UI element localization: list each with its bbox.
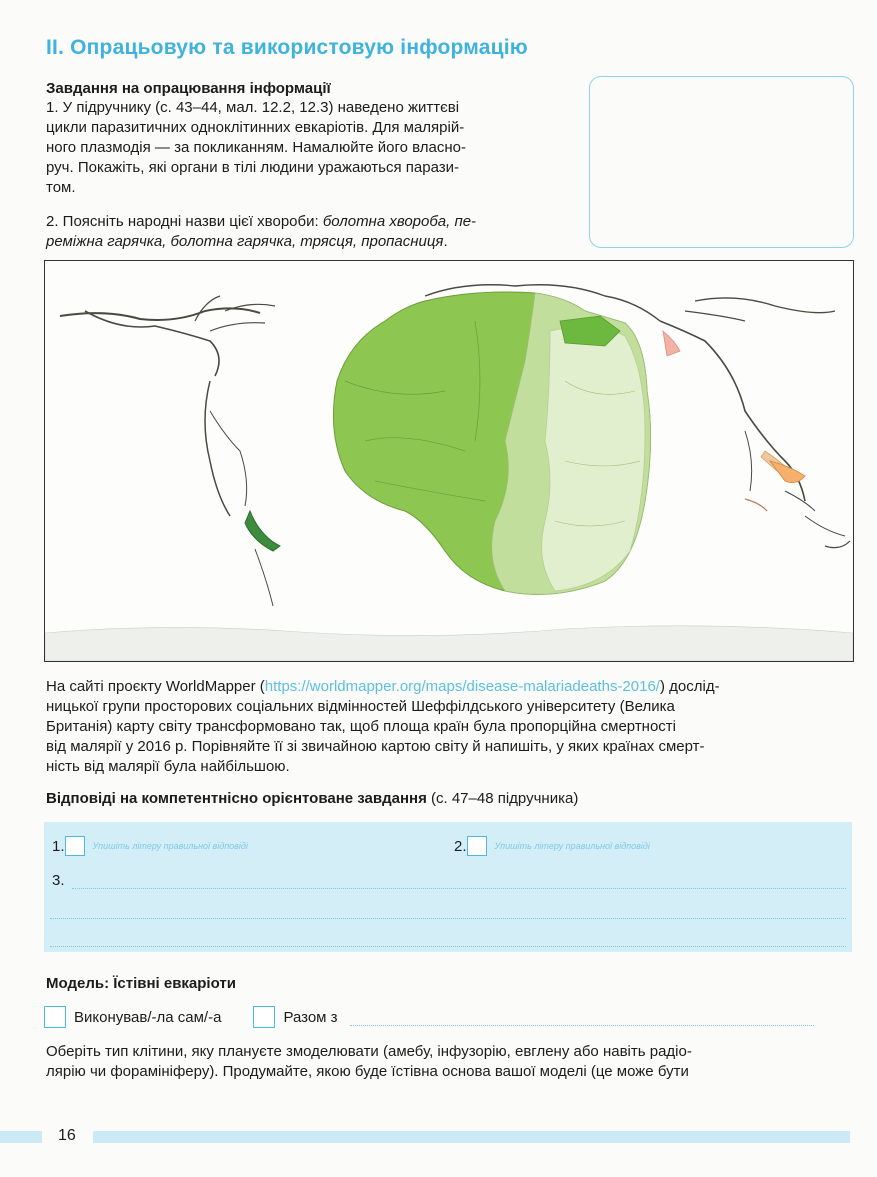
task2-italic: болотна хвороба, пе- [322,213,477,230]
desc-line: Британія) карту світу трансформовано так, щоб площа країн була пропорційна смертності [46,718,677,735]
task2-end: . [443,233,448,250]
task-heading: Завдання на опрацювання інформації [46,80,331,97]
instruction-line: Оберіть тип клітини, яку плануєте змоделювати (амебу, інфузорію, евглену або навіть радіо- [46,1043,692,1060]
answers-ref: (с. 47–48 підручника) [426,790,579,807]
answer1-number: 1. [52,837,65,855]
execution-options [44,1006,814,1028]
section-title: ІІ. Опрацьовую та використовую інформацію [46,36,528,59]
answer2-number: 2. [454,837,467,855]
answer2-checkbox[interactable] [467,836,487,856]
answer3-line[interactable] [72,870,846,889]
task1-line: ного плазмодія — за покликанням. Намалюйте його власно- [46,139,466,156]
page-number: 16 [58,1127,76,1144]
together-name-line[interactable] [350,1009,814,1026]
answers-heading-row [46,790,578,807]
footer-bar-right [93,1131,850,1143]
self-checkbox[interactable] [44,1006,66,1028]
desc-line: ність від малярії була найбільшою. [46,758,290,775]
answer2-hint: Упишіть літеру правильної відповіді [494,841,650,851]
answer3-line[interactable] [50,900,846,919]
map-description [46,677,852,777]
cartogram-image [45,261,853,661]
drawing-area[interactable] [589,76,854,248]
answer1-hint: Упишіть літеру правильної відповіді [92,841,248,851]
desc-line: ницької групи просторових соціальних відмінностей Шеффілдського університету (Велика [46,698,675,715]
answer3-line[interactable] [50,928,846,947]
instruction-line: лярію чи форамініферу). Продумайте, якою буде їстівна основа вашої моделі (це може бути [46,1063,689,1080]
task2-italic: реміжна гарячка, болотна гарячка, трясця, пропасниця [46,233,444,250]
desc-line: від малярії у 2016 р. Порівняйте її зі звичайною картою світу й напишіть, у яких країнах смерт- [46,738,705,755]
together-checkbox[interactable] [253,1006,275,1028]
task2-prefix: 2. Поясніть народні назви цієї хвороби: [46,213,319,230]
answer3-number: 3. [52,872,65,889]
answer1-checkbox[interactable] [65,836,85,856]
malaria-cartogram-map [44,260,854,662]
task2-block [46,212,574,252]
task1-block [46,80,574,198]
model-title: Їстівні евкаріоти [109,975,236,992]
model-label: Модель: [46,975,110,992]
desc-text: ) дослід- [659,678,720,695]
answers-box [44,822,852,952]
footer-bar-left [0,1131,42,1143]
task1-line: 1. У підручнику (с. 43–44, мал. 12.2, 12.3) наведено життєві [46,99,460,116]
worldmapper-link[interactable]: https://worldmapper.org/maps/disease-malariadeaths-2016/ [264,678,660,695]
task1-line: руч. Покажіть, які органи в тілі людини уражаються парази- [46,159,459,176]
model-heading [46,975,236,992]
task1-line: том. [46,179,76,196]
answers-heading: Відповіді на компетентнісно орієнтоване завдання [46,790,427,807]
desc-text: На сайті проєкту WorldMapper ( [46,678,265,695]
task1-line: цикли паразитичних одноклітинних евкаріотів. Для малярій- [46,119,465,136]
model-instructions [46,1042,852,1082]
self-label: Виконував/-ла сам/-а [74,1008,222,1026]
together-label: Разом з [283,1008,338,1026]
